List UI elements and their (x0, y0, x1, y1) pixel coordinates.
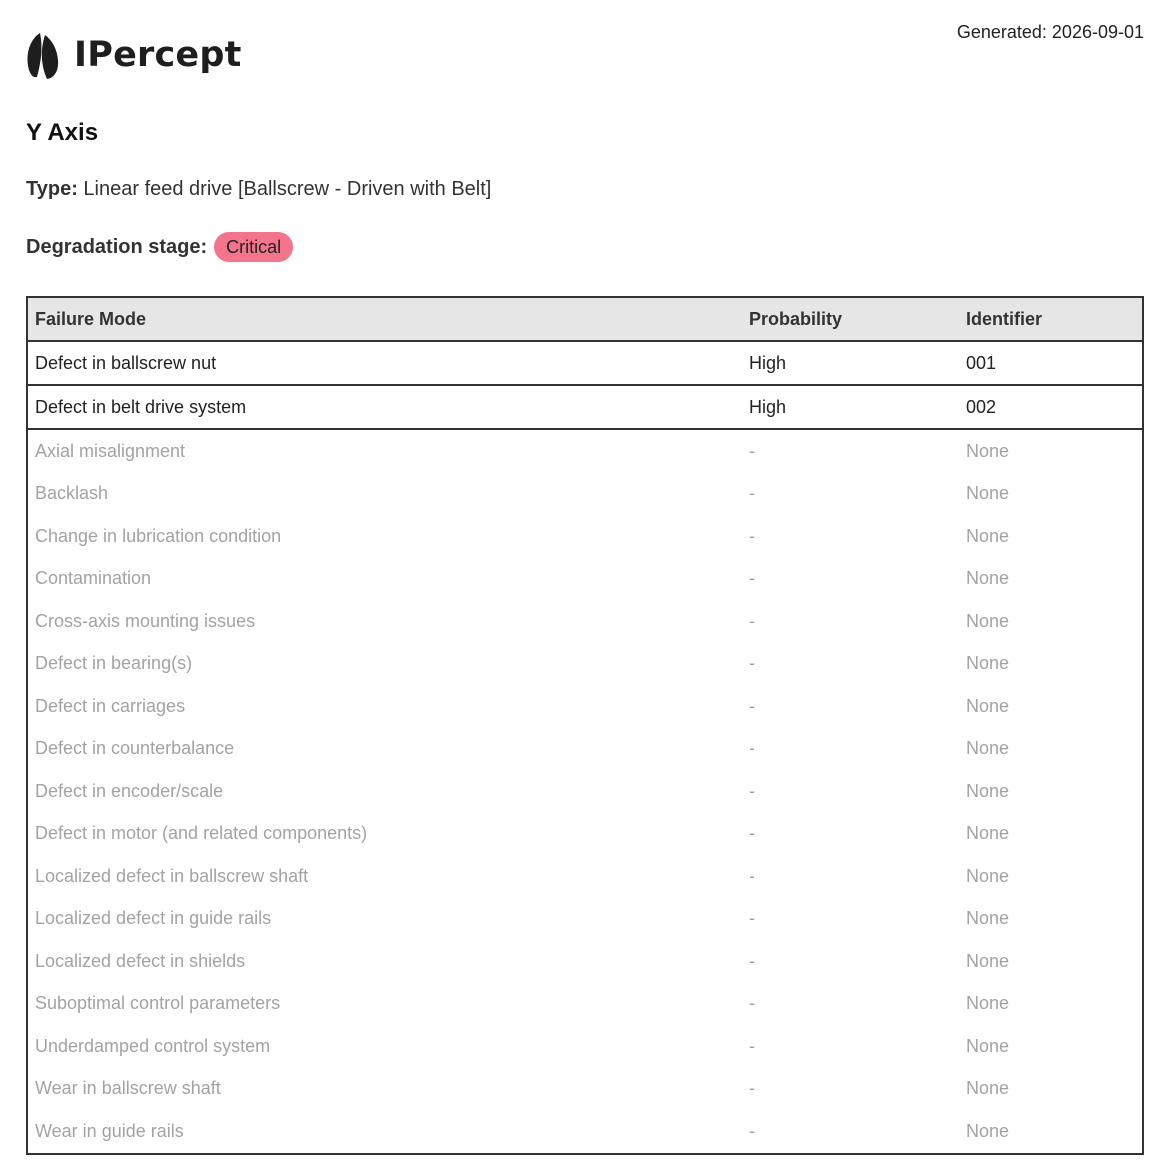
probability-cell: - (749, 950, 755, 971)
table-row (27, 558, 1143, 601)
table-row (27, 429, 1143, 473)
probability-cell: - (749, 610, 755, 631)
failure-mode-cell: Axial misalignment (27, 429, 742, 473)
identifier-cell: None (959, 898, 1143, 941)
identifier-cell: 001 (959, 341, 1143, 385)
table-row (27, 600, 1143, 643)
type-label: Type: (26, 178, 78, 200)
failure-mode-cell: Contamination (27, 558, 742, 601)
identifier-cell: None (959, 558, 1143, 601)
identifier-cell: None (959, 685, 1143, 728)
probability-cell: - (749, 823, 755, 844)
failure-mode-cell: Defect in counterbalance (27, 728, 742, 771)
failure-mode-cell: Localized defect in ballscrew shaft (27, 855, 742, 898)
axis-type (26, 178, 491, 201)
table-row (27, 855, 1143, 898)
identifier-cell: None (959, 1068, 1143, 1111)
probability-cell: - (749, 568, 755, 589)
degradation-stage (26, 232, 293, 262)
table-row (27, 1025, 1143, 1068)
identifier-cell: None (959, 855, 1143, 898)
table-row (27, 770, 1143, 813)
brand-name: IPercept (74, 35, 242, 75)
failure-mode-table (26, 296, 1144, 1155)
identifier-cell: None (959, 983, 1143, 1026)
probability-cell: - (749, 738, 755, 759)
header-failure-mode: Failure Mode (27, 297, 742, 341)
generated-date: Generated: 2026-09-01 (956, 22, 1144, 42)
failure-mode-cell: Localized defect in guide rails (27, 898, 742, 941)
table-row (27, 813, 1143, 856)
identifier-cell: None (959, 600, 1143, 643)
table-row (27, 1068, 1143, 1111)
table-row (27, 983, 1143, 1026)
probability-cell: - (742, 1110, 959, 1154)
failure-mode-cell: Defect in carriages (27, 685, 742, 728)
identifier-cell: None (959, 813, 1143, 856)
identifier-cell: None (959, 473, 1143, 516)
table-row (27, 685, 1143, 728)
table-row (27, 473, 1143, 516)
probability-cell: - (749, 695, 755, 716)
failure-mode-cell: Suboptimal control parameters (27, 983, 742, 1026)
failure-mode-cell: Change in lubrication condition (27, 515, 742, 558)
failure-mode-cell: Wear in guide rails (27, 1110, 742, 1154)
failure-mode-cell: Defect in bearing(s) (27, 643, 742, 686)
probability-cell: - (749, 780, 755, 801)
stage-badge: Critical (214, 232, 293, 262)
table-row (27, 643, 1143, 686)
stage-label: Degradation stage: (26, 235, 208, 258)
failure-mode-cell: Backlash (27, 473, 742, 516)
probability-cell: High (742, 341, 959, 385)
header-identifier: Identifier (959, 297, 1143, 341)
table-row (27, 341, 1143, 385)
failure-mode-cell: Wear in ballscrew shaft (27, 1068, 742, 1111)
table-header-row (27, 297, 1143, 341)
failure-mode-cell: Defect in encoder/scale (27, 770, 742, 813)
identifier-cell: None (959, 429, 1143, 473)
failure-mode-cell: Localized defect in shields (27, 940, 742, 983)
probability-cell: High (742, 385, 959, 429)
probability-cell: - (749, 440, 755, 461)
probability-cell: - (749, 1035, 755, 1056)
report-header (26, 30, 242, 80)
type-value: Linear feed drive [Ballscrew - Driven with Belt] (83, 178, 492, 200)
identifier-cell: None (959, 728, 1143, 771)
failure-mode-cell: Defect in ballscrew nut (27, 341, 742, 385)
table-row (27, 385, 1143, 429)
failure-mode-cell: Defect in belt drive system (27, 385, 742, 429)
header-probability: Probability (742, 297, 959, 341)
failure-mode-cell: Cross-axis mounting issues (27, 600, 742, 643)
identifier-cell: None (959, 515, 1143, 558)
identifier-cell: None (959, 770, 1143, 813)
probability-cell: - (749, 1078, 755, 1099)
leaf-logo-icon (26, 30, 60, 80)
table-row (27, 898, 1143, 941)
identifier-cell: None (959, 643, 1143, 686)
probability-cell: - (749, 483, 755, 504)
probability-cell: - (749, 653, 755, 674)
probability-cell: - (749, 908, 755, 929)
identifier-cell: 002 (959, 385, 1143, 429)
active-failure-modes (27, 341, 1143, 429)
table-row (27, 940, 1143, 983)
identifier-cell: None (959, 1025, 1143, 1068)
failure-mode-cell: Defect in motor (and related components) (27, 813, 742, 856)
axis-title: Y Axis (26, 119, 99, 146)
failure-mode-cell: Underdamped control system (27, 1025, 742, 1068)
table-row (27, 1110, 1143, 1154)
inactive-failure-modes (27, 429, 1143, 1154)
identifier-cell: None (959, 1110, 1143, 1154)
probability-cell: - (749, 865, 755, 886)
identifier-cell: None (959, 940, 1143, 983)
table-row (27, 515, 1143, 558)
probability-cell: - (749, 525, 755, 546)
probability-cell: - (749, 993, 755, 1014)
table-row (27, 728, 1143, 771)
